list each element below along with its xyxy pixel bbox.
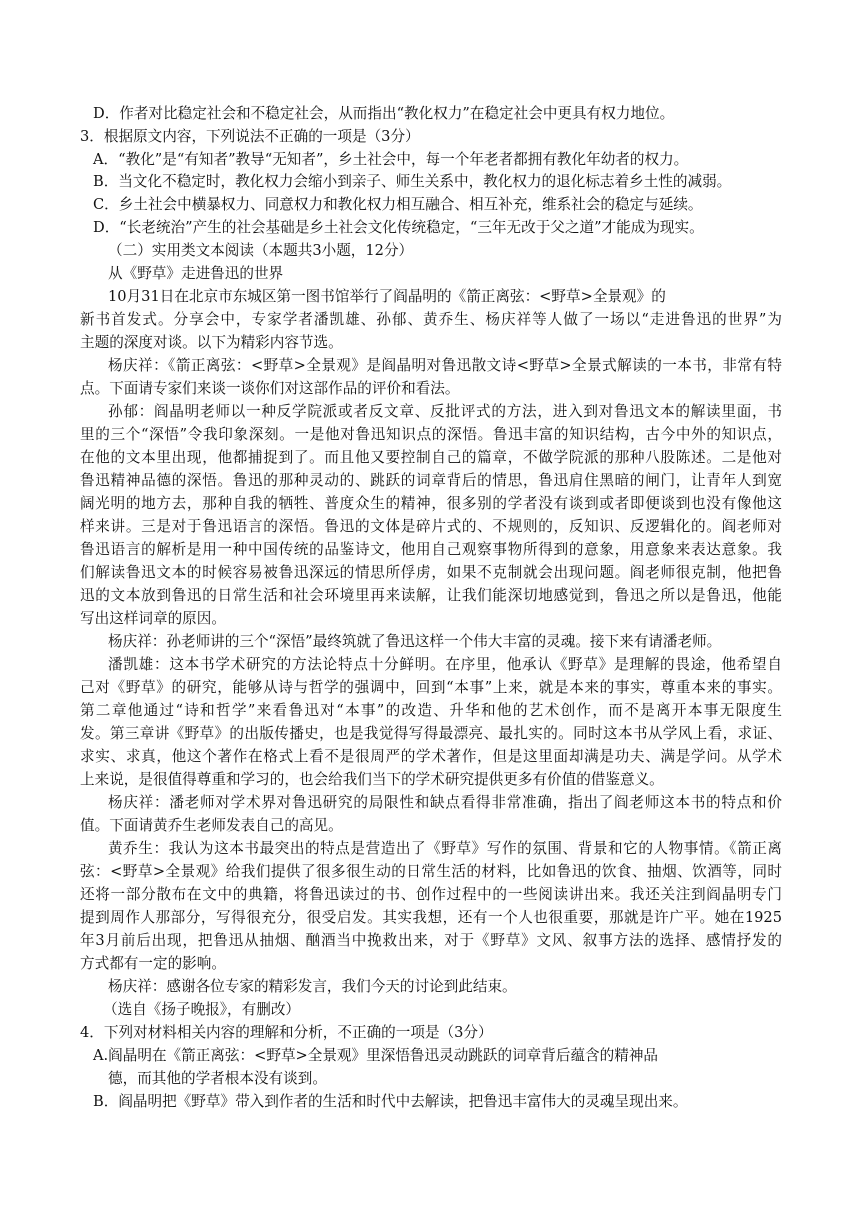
option-b: B．阎晶明把《野草》带入到作者的生活和时代中去解读，把鲁迅丰富伟大的灵魂呈现出来。 bbox=[93, 1093, 688, 1110]
paragraph-line: 求实、求真，他这个著作在格式上看不是很周严的学术著作，但是这里面却满是功夫、满是学问。从学术 bbox=[80, 748, 782, 765]
paragraph-line: 样来讲。三是对于鲁迅语言的深悟。鲁迅的文体是碎片式的、不规则的，反知识、反逻辑化的。阎老师对 bbox=[80, 518, 782, 535]
paragraph-line: 方式都有一定的影响。 bbox=[80, 955, 226, 972]
paragraph-line: 们解读鲁迅文本的时候容易被鲁迅深远的情思所俘虏，如果不克制就会出现问题。阎老师很克制，他把鲁 bbox=[80, 564, 782, 581]
paragraph-line: 杨庆祥：孙老师讲的三个“深悟”最终筑就了鲁迅这样一个伟大丰富的灵魂。接下来有请潘老师。 bbox=[108, 633, 722, 650]
section-heading: （二）实用类文本阅读（本题共3小题，12分） bbox=[108, 242, 414, 259]
paragraph-line: 杨庆祥：感谢各位专家的精彩发言，我们今天的讨论到此结束。 bbox=[108, 978, 517, 995]
paragraph-line: 杨庆祥：《箭正离弦：<野草>全景观》是阎晶明对鲁迅散文诗<野草>全景式解读的一本书，非常有特 bbox=[108, 357, 782, 374]
option-d: D．“长老统治”产生的社会基础是乡土社会文化传统稳定，“三年无改于父之道”才能成为现实。 bbox=[93, 219, 704, 236]
paragraph-line: 还将一部分散布在文中的典籍，将鲁迅读过的书、创作过程中的一些阅读讲出来。我还关注到阎晶明专门 bbox=[80, 886, 782, 903]
paragraph-line: 值。下面请黄乔生老师发表自己的高见。 bbox=[80, 817, 343, 834]
paragraph-line: 年3月前后出现，把鲁迅从抽烟、酗酒当中挽救出来，对于《野草》文风、叙事方法的选择、感情抒发的 bbox=[80, 932, 782, 949]
question-4-stem: 4．下列对材料相关内容的理解和分析，不正确的一项是（3分） bbox=[80, 1024, 493, 1041]
paragraph-line: 孙郁：阎晶明老师以一种反学院派或者反文章、反批评式的方法，进入到对鲁迅文本的解读里面，书 bbox=[108, 403, 782, 420]
option-b: B．当文化不稳定时，教化权力会缩小到亲子、师生关系中，教化权力的退化标志着乡土性的减弱。 bbox=[93, 173, 732, 190]
paragraph-line: 点。下面请专家们来谈一谈你们对这部作品的评价和看法。 bbox=[80, 380, 460, 397]
paragraph-line: 写出这样词章的原因。 bbox=[80, 610, 226, 627]
paragraph-line: 新书首发式。分享会中，专家学者潘凯雄、孙郁、黄乔生、杨庆祥等人做了一场以“走进鲁迅的世界”为 bbox=[80, 311, 782, 328]
source-note: （选自《扬子晚报》，有删改） bbox=[103, 1001, 301, 1018]
paragraph-line: 在他的文本里出现，他都捕捉到了。而且他又要控制自己的篇章，不做学院派的那种八股陈述。二是他对 bbox=[80, 449, 782, 466]
paragraph-line: 第二章他通过“诗和哲学”来看鲁迅对“本事”的改造、升华和他的艺术创作，而不是离开本事无限度生 bbox=[80, 702, 782, 719]
question-3-stem: 3．根据原文内容，下列说法不正确的一项是（3分） bbox=[80, 128, 420, 145]
article-title: 从《野草》走进鲁迅的世界 bbox=[108, 265, 284, 282]
paragraph-line: 弦：<野草>全景观》给我们提供了很多很生动的日常生活的材料，比如鲁迅的饮食、抽烟、饮酒等，同时 bbox=[80, 863, 782, 880]
paragraph-line: 里的三个“深悟”令我印象深刻。一是他对鲁迅知识点的深悟。鲁迅丰富的知识结构，古今中外的知识点， bbox=[80, 426, 782, 443]
paragraph-line: 黄乔生：我认为这本书最突出的特点是营造出了《野草》写作的氛围、背景和它的人物事情。《箭正离 bbox=[108, 840, 782, 857]
paragraph-line: 提到周作人那部分，写得很充分，很受启发。其实我想，还有一个人也很重要，那就是许广平。她在1925 bbox=[80, 909, 782, 926]
paragraph-line: 鲁迅精神品德的深悟。鲁迅的那种灵动的、跳跃的词章背后的情思，鲁迅肩住黑暗的闸门，让青年人到宽 bbox=[80, 472, 782, 489]
paragraph-line: 上来说，是很值得尊重和学习的，也会给我们当下的学术研究提供更多有价值的借鉴意义。 bbox=[80, 771, 664, 788]
option-a-continued: 德，而其他的学者根本没有谈到。 bbox=[108, 1070, 327, 1087]
paragraph-line: 主题的深度对谈。以下为精彩内容节选。 bbox=[80, 334, 343, 351]
paragraph-line: 潘凯雄：这本书学术研究的方法论特点十分鲜明。在序里，他承认《野草》是理解的畏途，他希望自 bbox=[108, 656, 782, 673]
paragraph-line: 迅的文本放到鲁迅的日常生活和社会环境里再来读解，让我们能深切地感觉到，鲁迅之所以是鲁迅，他能 bbox=[80, 587, 782, 604]
paragraph-line: 10月31日在北京市东城区第一图书馆举行了阎晶明的《箭正离弦：<野草>全景观》的 bbox=[108, 288, 666, 305]
text-line: D．作者对比稳定社会和不稳定社会，从而指出“教化权力”在稳定社会中更具有权力地位。 bbox=[93, 105, 675, 122]
paragraph-line: 鲁迅语言的解析是用一种中国传统的品鉴诗文，他用自己观察事物所得到的意象，用意象来表达意象。我 bbox=[80, 541, 782, 558]
option-a: A．“教化”是“有知者”教导“无知者”，乡土社会中，每一个年老者都拥有教化年幼者的权力。 bbox=[93, 151, 689, 168]
option-a: A.阎晶明在《箭正离弦：<野草>全景观》里深悟鲁迅灵动跳跃的词章背后蕴含的精神品 bbox=[93, 1047, 659, 1064]
paragraph-line: 发。第三章讲《野草》的出版传播史，也是我觉得写得最漂亮、最扎实的。同时这本书从学风上看，求证、 bbox=[80, 725, 782, 742]
paragraph-line: 阔光明的地方去，那种自我的牺牲、普度众生的精神，很多别的学者没有谈到或者即便谈到也没有像他这 bbox=[80, 495, 782, 512]
paragraph-line: 杨庆祥：潘老师对学术界对鲁迅研究的局限性和缺点看得非常准确，指出了阎老师这本书的特点和价 bbox=[108, 794, 782, 811]
paragraph-line: 己对《野草》的研究，能够从诗与哲学的强调中，回到“本事”上来，就是本来的事实，尊重本来的事实。 bbox=[80, 679, 782, 696]
option-c: C．乡土社会中横暴权力、同意权力和教化权力相互融合、相互补充，维系社会的稳定与延续。 bbox=[93, 196, 703, 213]
